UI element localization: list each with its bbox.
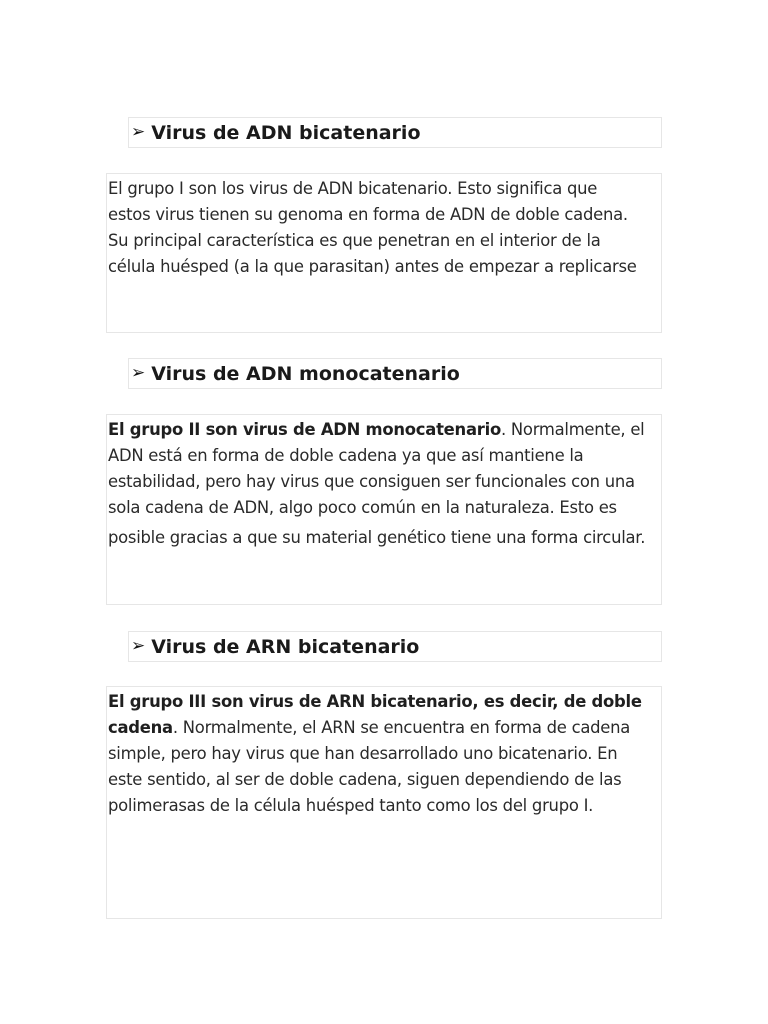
arrow-bullet-icon: ➢ [131,636,146,656]
bold-lead-text: El grupo III son virus de ARN bicatenario, es decir, de doble [108,692,642,711]
text-line: célula huésped (a la que parasitan) antes de empezar a replicarse [108,257,637,276]
text-line: simple, pero hay virus que han desarrollado uno bicatenario. En [108,744,618,763]
paragraph-adn-bicatenario [106,173,662,333]
section-heading-adn-bicatenario [128,117,662,148]
text-line: estabilidad, pero hay virus que consiguen ser funcionales con una [108,472,635,491]
text-line: polimerasas de la célula huésped tanto como los del grupo I. [108,796,594,815]
text-line: ADN está en forma de doble cadena ya que así mantiene la [108,446,584,465]
section-heading-arn-bicatenario [128,631,662,662]
heading-text: Virus de ADN bicatenario [151,121,421,144]
text-line: sola cadena de ADN, algo poco común en la naturaleza. Esto es [108,498,617,517]
text-line: El grupo I son los virus de ADN bicatenario. Esto significa que [108,179,598,198]
arrow-bullet-icon: ➢ [131,122,146,142]
text-line: . Normalmente, el [500,420,645,439]
arrow-bullet-icon: ➢ [131,363,146,383]
section-heading-adn-monocatenario [128,358,662,389]
text-line: posible gracias a que su material genético tiene una forma circular. [108,528,646,547]
bold-lead-text: cadena [108,718,173,737]
heading-text: Virus de ADN monocatenario [151,362,460,385]
text-line: este sentido, al ser de doble cadena, siguen dependiendo de las [108,770,622,789]
text-line: . Normalmente, el ARN se encuentra en forma de cadena [172,718,631,737]
text-line: Su principal característica es que penetran en el interior de la [108,231,601,250]
paragraph-adn-monocatenario [106,414,662,605]
bold-lead-text: El grupo II son virus de ADN monocatenario [108,420,501,439]
heading-text: Virus de ARN bicatenario [151,635,420,658]
text-line: estos virus tienen su genoma en forma de ADN de doble cadena. [108,205,628,224]
paragraph-arn-bicatenario [106,686,662,919]
